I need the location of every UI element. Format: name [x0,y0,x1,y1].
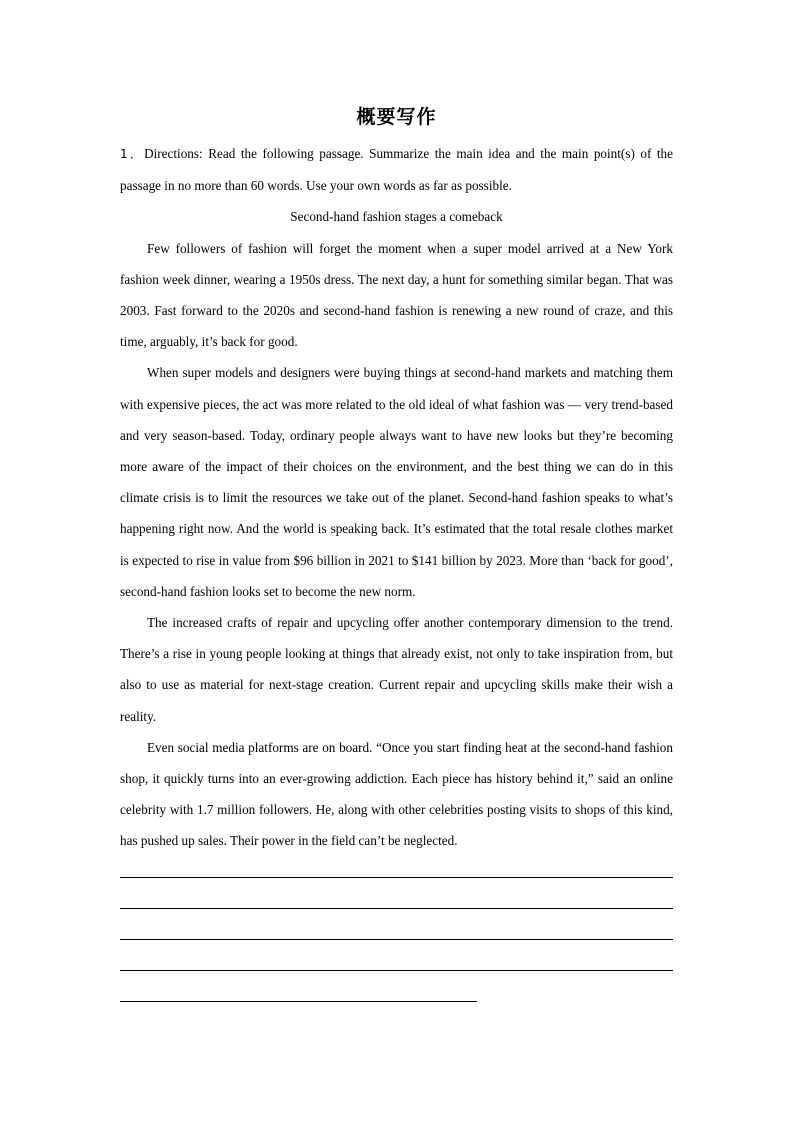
page-title: 概要写作 [356,106,437,128]
answer-line[interactable] [120,1001,477,1002]
answer-line[interactable] [120,877,673,878]
question-number: 1． [120,147,145,161]
directions-text: Directions: Read the following passage. Summarize the main idea and the main point(s) of the passage in no more than 60 words. Use your own words as far as possible. [120,146,673,194]
answer-area[interactable] [120,877,673,1032]
paragraph-1: Few followers of fashion will forget the moment when a super model arrived at a New York fashion week dinner, wearing a 1950s dress. The next day, a hunt for something similar began. That was 2003. Fast forward to the 2020s and second-hand fashion is renewing a new round of craze, and this time, arguably, it’s back for good. [120,240,673,350]
answer-line[interactable] [120,908,673,909]
paragraph-4: Even social media platforms are on board. “Once you start finding heat at the second-hand fashion shop, it quickly turns into an ever-growing addiction. Each piece has history behind it,” said an online celebrity with 1.7 million followers. He, along with other celebrities posting visits to shops of this kind, has pushed up sales. Their power in the field can’t be neglected. [120,739,673,849]
directions [120,138,673,201]
paragraph-2: When super models and designers were buying things at second-hand markets and matching them with expensive pieces, the act was more related to the old ideal of what fashion was — very trend-based and very season-based. Today, ordinary people always want to have new looks but they’re becoming more aware of the impact of their choices on the environment, and the best thing we can do in this climate crisis is to limit the resources we take out of the planet. Second-hand fashion speaks to what’s happening right now. And the world is speaking back. It’s estimated that the total resale clothes market is expected to rise in value from $96 billion in 2021 to $141 billion by 2023. More than ‘back for good’, second-hand fashion looks set to become the new norm. [120,365,673,599]
passage-title: Second-hand fashion stages a comeback [290,209,503,225]
question-body [120,138,673,857]
answer-line[interactable] [120,970,673,971]
paragraph-3: The increased crafts of repair and upcycling offer another contemporary dimension to the trend. There’s a rise in young people looking at things that already exist, not only to take inspiration from, but also to use as material for next-stage creation. Current repair and upcycling skills make their wish a reality. [120,615,673,724]
answer-line[interactable] [120,939,673,940]
